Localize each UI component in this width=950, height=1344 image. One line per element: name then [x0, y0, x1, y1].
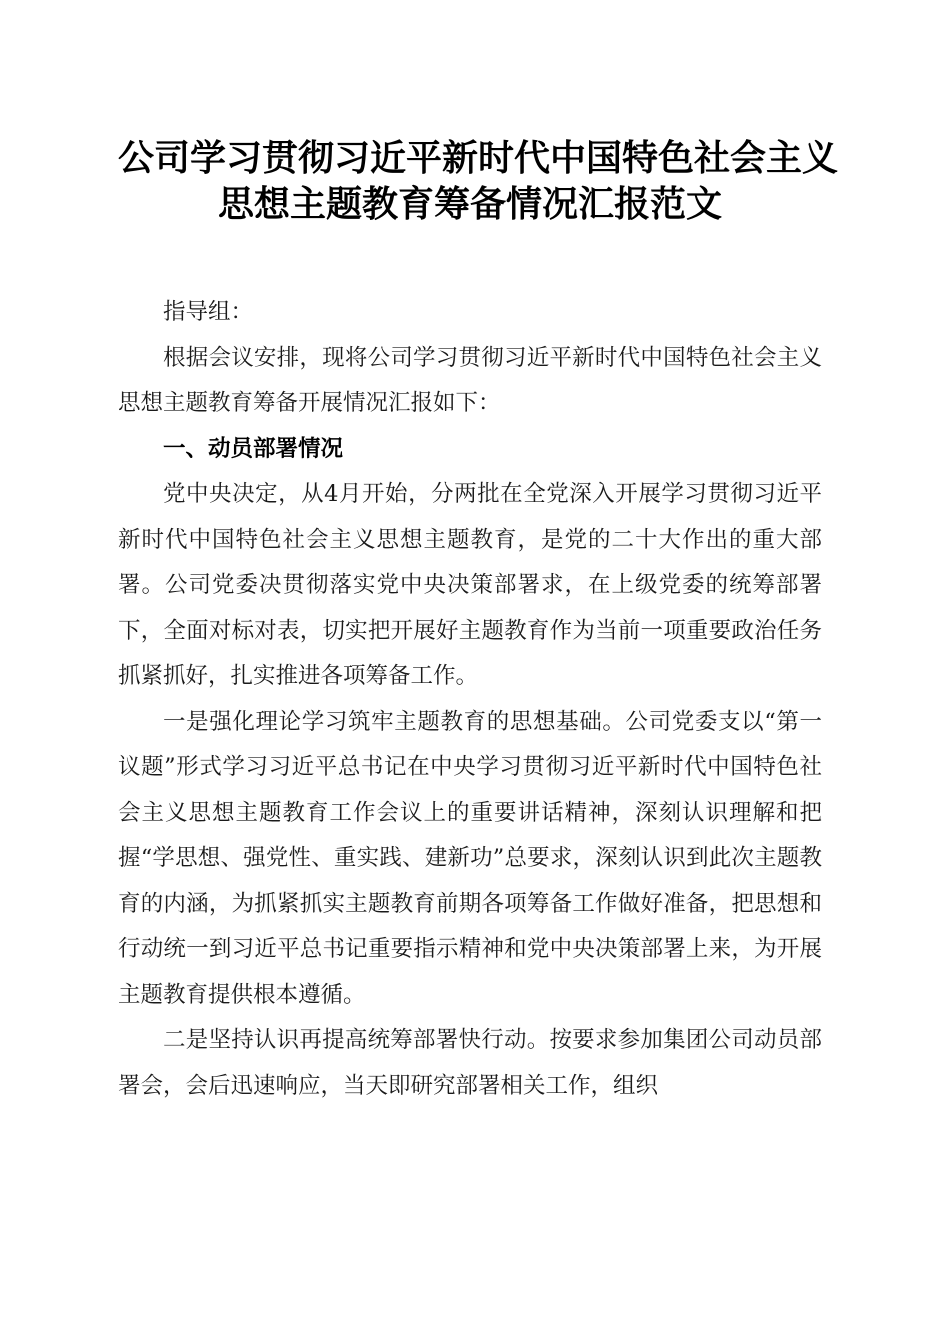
intro-paragraph: 根据会议安排，现将公司学习贯彻习近平新时代中国特色社会主义思想主题教育筹备开展情况汇报如下： — [118, 344, 822, 416]
section-1-paragraph: 党中央决定，从4月开始，分两批在全党深入开展学习贯彻习近平新时代中国特色社会主义思想主题教育，是党的二十大作出的重大部署。公司党委决贯彻落实党中央决策部署求，在上级党委的统筹部署下，全面对标对表，切实把开展好主题教育作为当前一项重要政治任务抓紧抓好，扎实推进各项筹备工作。 — [118, 481, 822, 689]
title-line-1: 公司学习贯彻习近平新时代中国特色社会主义 — [118, 137, 839, 179]
document-title — [118, 135, 839, 227]
point-2-text: 按要求参加集团公司动员部署会，会后迅速响应，当天即研究部署相关工作，组织 — [118, 1027, 822, 1099]
point-2-lead: 二是坚持认识再提高统筹部署快行动。 — [163, 1027, 550, 1053]
point-2-paragraph — [118, 1018, 822, 1109]
point-1-paragraph — [118, 700, 822, 1019]
point-1-lead: 一是强化理论学习筑牢主题教育的思想基础。 — [163, 708, 626, 735]
document-body — [118, 290, 822, 1109]
salutation: 指导组： — [163, 299, 254, 325]
point-1-text: 公司党委支以“第一议题”形式学习习近平总书记在中央学习贯彻习近平新时代中国特色社会主义思想主题教育工作会议上的重要讲话精神，深刻认识理解和把握“学思想、强党性、重实践、建新功”总要求，深刻认识到此次主题教育的内涵，为抓紧抓实主题教育前期各项筹备工作做好准备，把思想和行动统一到习近平总书记重要指示精神和党中央决策部署上来，为开展主题教育提供根本遵循。 — [118, 708, 822, 1008]
section-heading-1: 一、动员部署情况 — [163, 435, 344, 462]
title-line-2: 思想主题教育筹备情况汇报范文 — [217, 183, 722, 225]
